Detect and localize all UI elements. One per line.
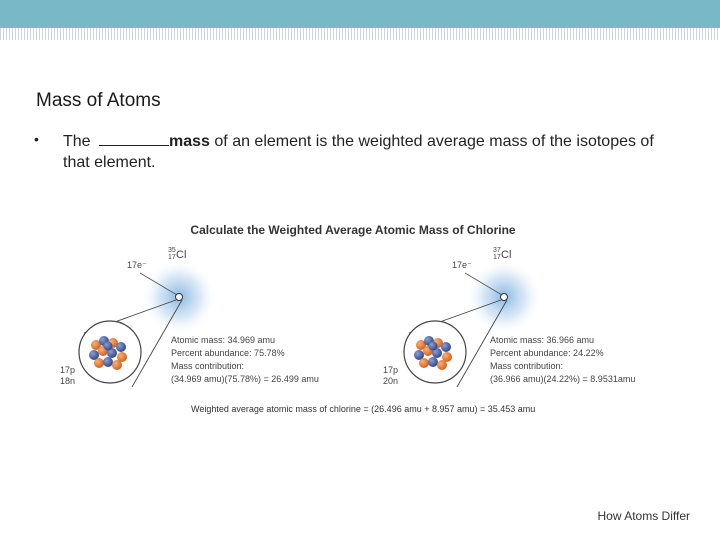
proton-ball [419,358,429,368]
footer-label: How Atoms Differ [597,509,690,523]
element-symbol-37: Cl [501,249,512,261]
bullet-text-rest: of an element is the weighted average mass of the isotopes of that element. [63,133,654,171]
proton-ball [94,358,104,368]
atomic-mass-35: Atomic mass: 34.969 amu [171,335,276,345]
element-symbol-35: Cl [176,249,187,261]
neutron-ball [441,342,451,352]
top-banner [0,0,720,28]
proton-ball [437,360,447,370]
chlorine-isotope-figure [50,215,670,425]
neutron-ball [104,342,113,351]
fill-in-blank [99,131,169,146]
contribution-label-37: Mass contribution: [490,361,564,371]
electron-count-37: 17e⁻ [452,260,472,270]
neutron-ball [428,357,438,367]
proton-count-37: 17p [383,365,399,375]
figure-title: Calculate the Weighted Average Atomic Mass of Chlorine [190,223,516,237]
bullet-text [63,131,683,173]
electron-count-35: 17e⁻ [127,260,147,270]
bullet-text-lead: The [63,133,91,150]
mass-number-35: 35 [168,247,176,254]
contribution-35: (34.969 amu)(75.78%) = 26.499 amu [171,374,319,384]
abundance-35: Percent abundance: 75.78% [171,348,285,358]
atomic-number-35: 17 [168,254,176,261]
isotope-35-panel [60,247,319,387]
atomic-mass-37: Atomic mass: 36.966 amu [490,335,595,345]
neutron-count-35: 18n [60,376,76,386]
electron-dot-37 [501,294,508,301]
weighted-average-summary: Weighted average atomic mass of chlorine = (26.496 amu + 8.957 amu) = 35.453 amu [191,404,536,414]
abundance-37: Percent abundance: 24.22% [490,348,604,358]
electron-dot-35 [176,294,183,301]
mass-number-37: 37 [493,247,501,254]
contribution-label-35: Mass contribution: [171,361,245,371]
neutron-ball [116,342,126,352]
bullet-marker: • [34,131,39,147]
neutron-ball [429,342,438,351]
proton-count-35: 17p [60,365,76,375]
atomic-number-37: 17 [493,254,501,261]
top-stripe-pattern [0,28,720,40]
neutron-ball [103,357,113,367]
contribution-37: (36.966 amu)(24.22%) = 8.9531amu [490,374,636,384]
isotope-37-panel [383,247,635,387]
slide-title: Mass of Atoms [36,90,161,111]
bullet-bold-word: mass [169,133,210,150]
proton-ball [112,360,122,370]
neutron-count-37: 20n [383,376,399,386]
